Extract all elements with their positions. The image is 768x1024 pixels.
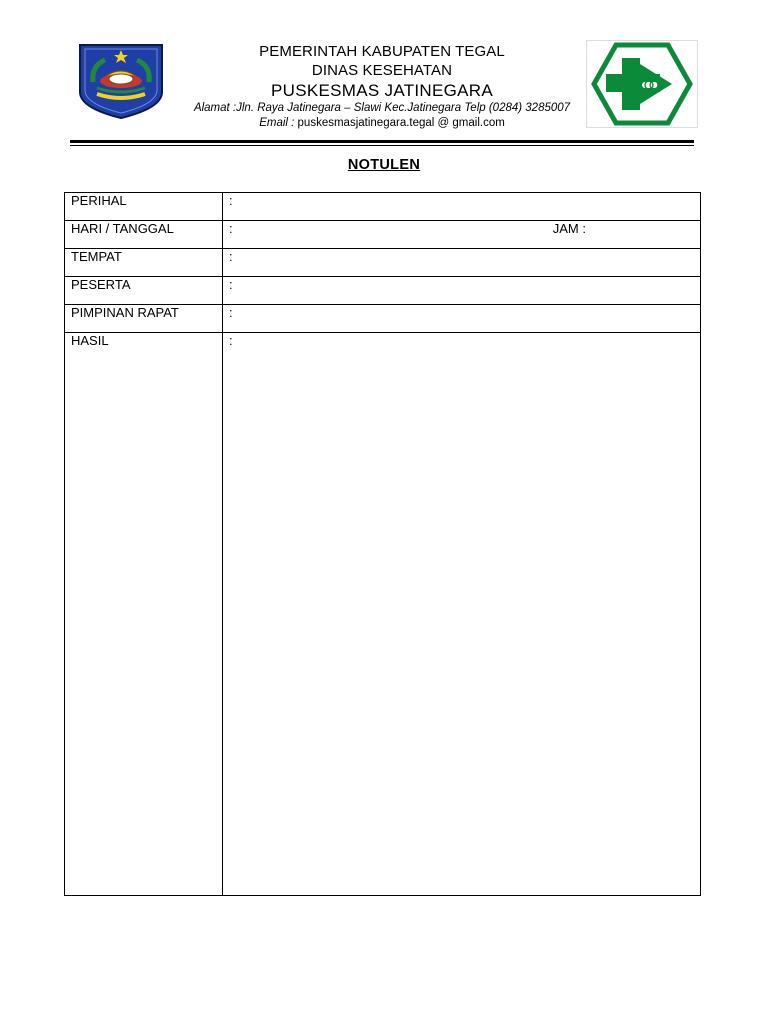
field-colon: : <box>229 221 233 236</box>
letterhead-rule-thick <box>70 140 694 143</box>
puskesmas-logo-icon <box>586 40 698 128</box>
field-value[interactable] <box>223 193 701 221</box>
field-label: PESERTA <box>65 277 223 305</box>
minutes-form <box>64 192 701 896</box>
letterhead <box>0 0 768 150</box>
field-value[interactable] <box>223 221 701 249</box>
field-label: PERIHAL <box>65 193 223 221</box>
field-value[interactable] <box>223 277 701 305</box>
email-line <box>170 116 594 131</box>
form-row-hari-tanggal <box>65 221 701 249</box>
email-value: puskesmasjatinegara.tegal @ gmail.com <box>294 117 505 129</box>
address-line: Alamat :Jln. Raya Jatinegara – Slawi Kec.Jatinegara Telp (0284) 3285007 <box>193 102 571 114</box>
field-value[interactable] <box>223 305 701 333</box>
document-title: NOTULEN <box>347 157 421 173</box>
field-colon: : <box>229 193 233 208</box>
form-row-tempat <box>65 249 701 277</box>
letterhead-rule-thin <box>70 145 694 146</box>
institution-name: PUSKESMAS JATINEGARA <box>270 81 493 100</box>
field-label: PIMPINAN RAPAT <box>65 305 223 333</box>
letterhead-text <box>170 42 594 131</box>
kabupaten-emblem-icon <box>77 42 165 120</box>
field-value[interactable] <box>223 333 701 896</box>
form-row-perihal <box>65 193 701 221</box>
form-row-pimpinan-rapat <box>65 305 701 333</box>
form-row-hasil <box>65 333 701 896</box>
field-label: HASIL <box>65 333 223 896</box>
field-colon: : <box>229 305 233 320</box>
field-colon: : <box>229 333 233 348</box>
department-name: DINAS KESEHATAN <box>311 62 453 79</box>
jam-label: JAM : <box>552 221 586 236</box>
email-label: Email : <box>259 117 295 129</box>
form-row-peserta <box>65 277 701 305</box>
field-label: HARI / TANGGAL <box>65 221 223 249</box>
field-colon: : <box>229 249 233 264</box>
field-colon: : <box>229 277 233 292</box>
field-value[interactable] <box>223 249 701 277</box>
government-name: PEMERINTAH KABUPATEN TEGAL <box>259 43 505 60</box>
field-label: TEMPAT <box>65 249 223 277</box>
